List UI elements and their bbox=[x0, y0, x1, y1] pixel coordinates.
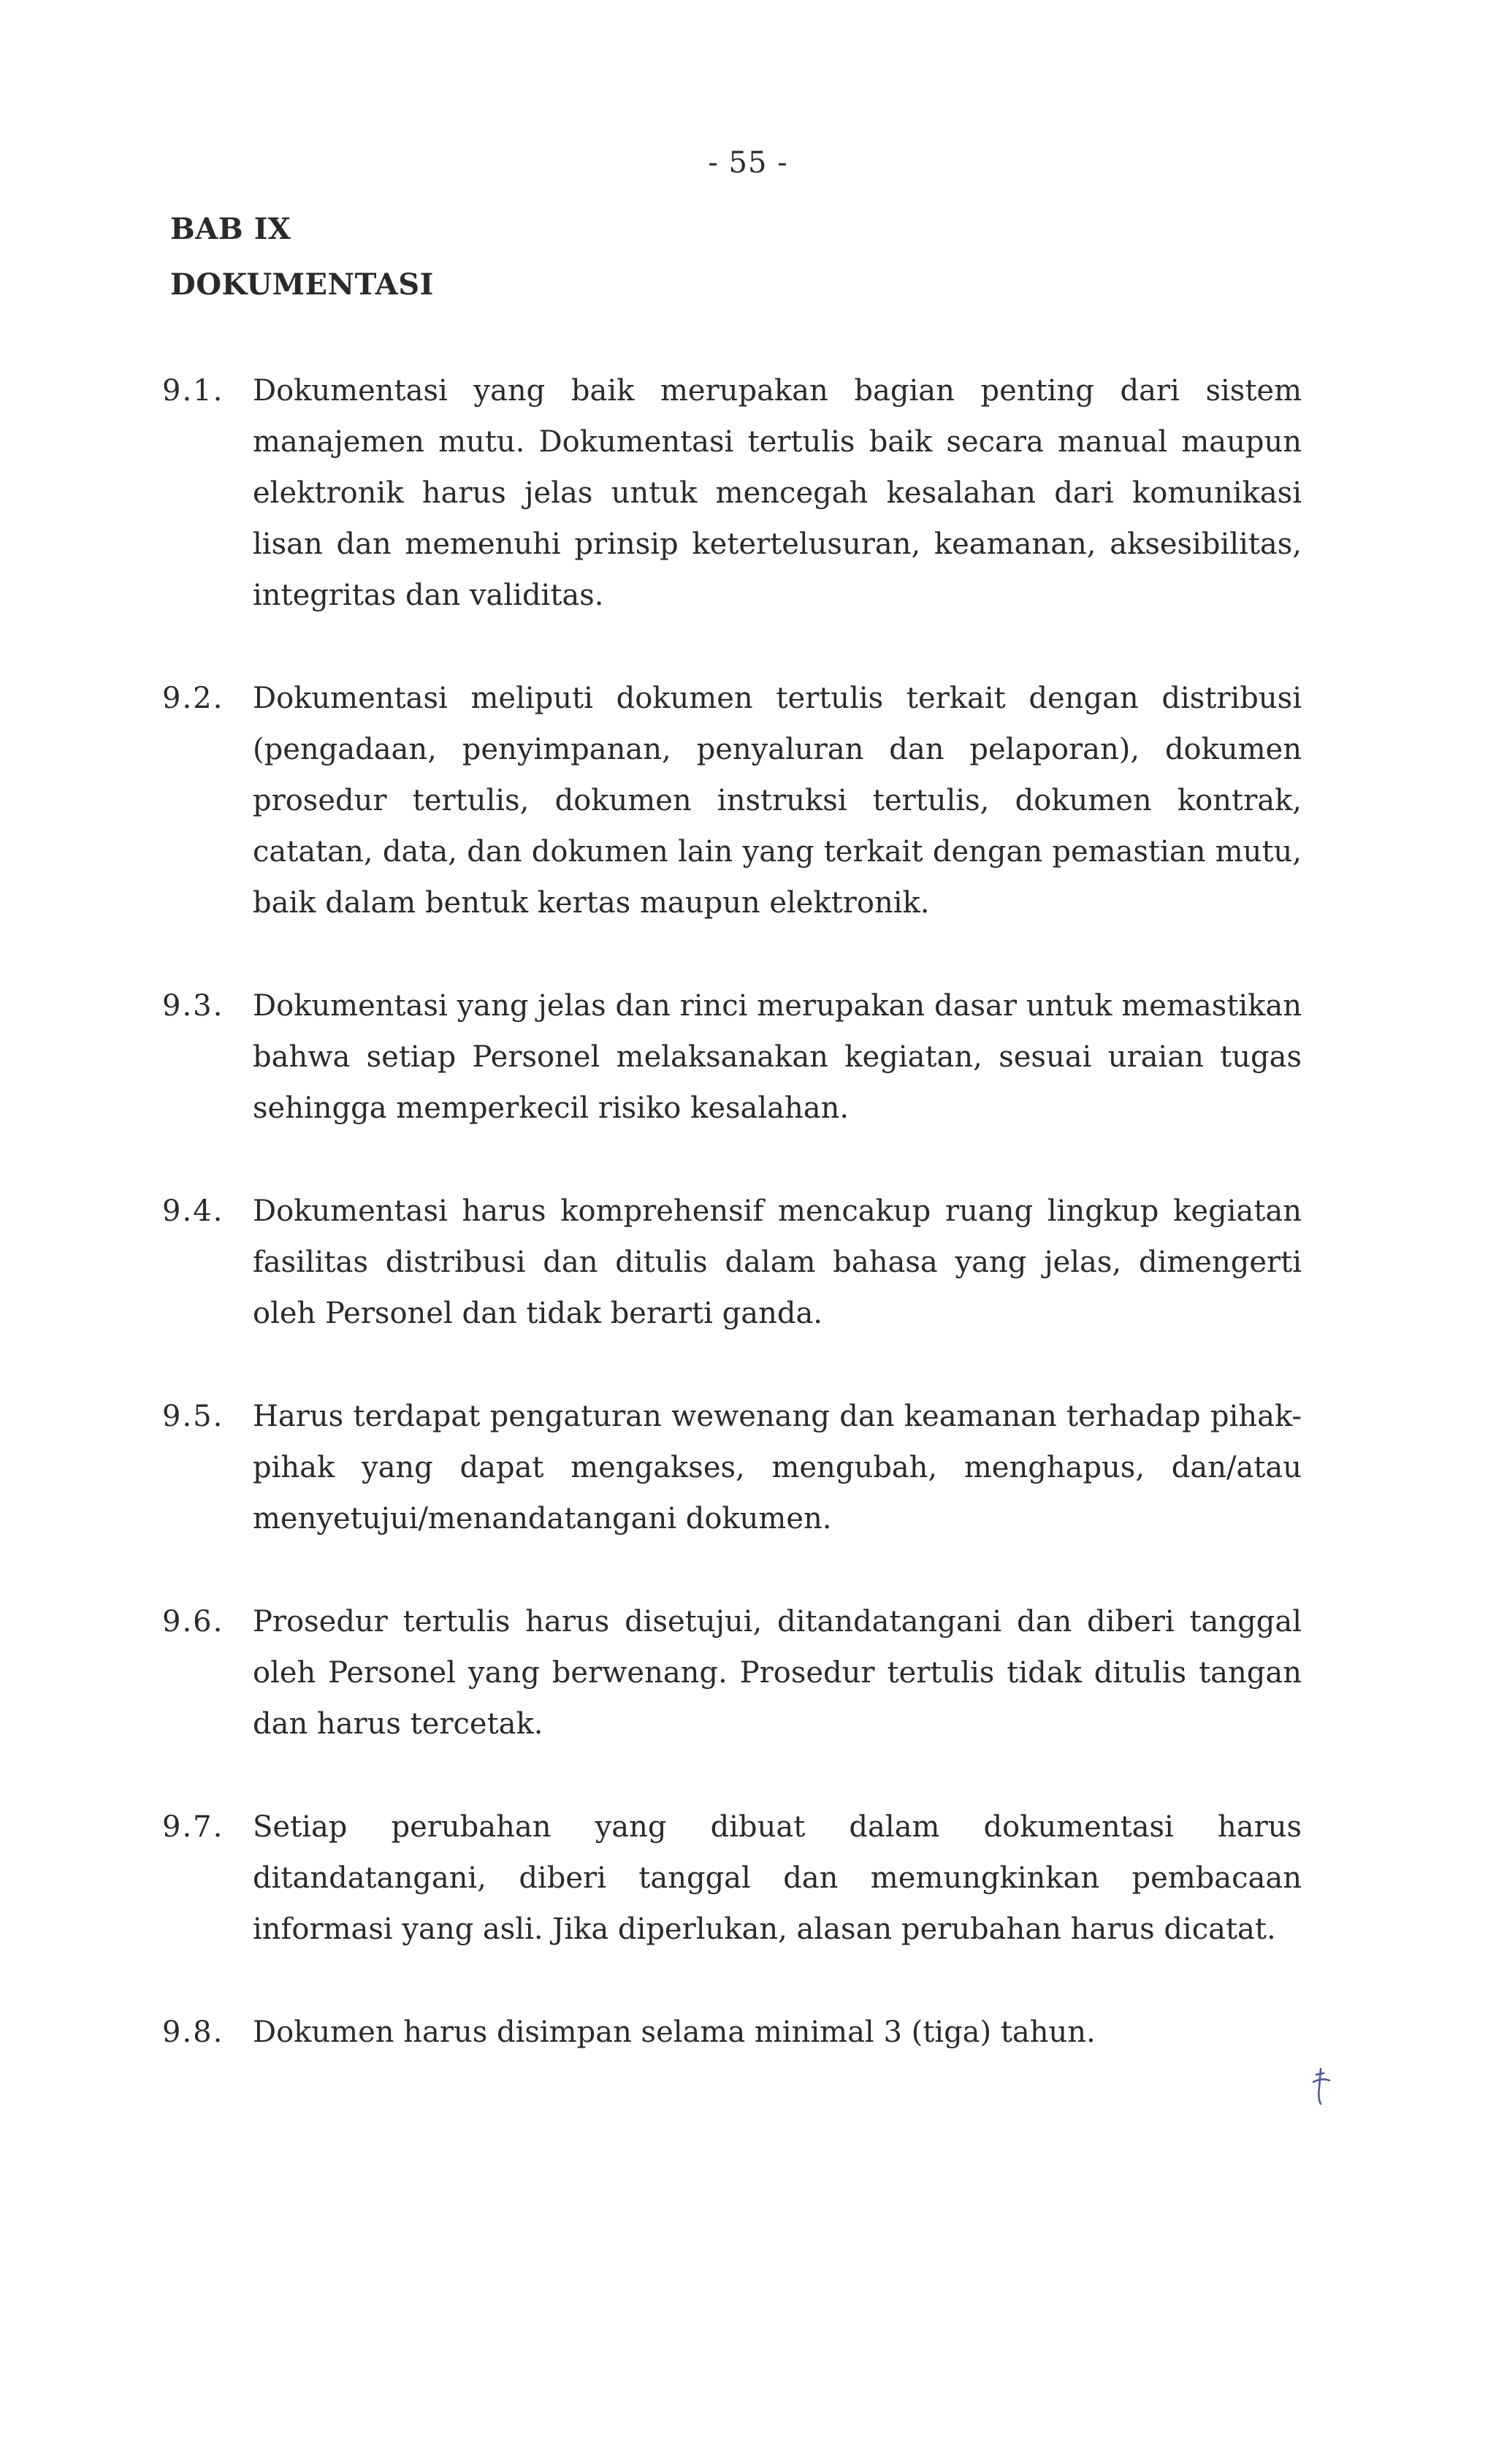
paragraph-text: Harus terdapat pengaturan wewenang dan keamanan terhadap pihak-pihak yang dapat mengakses, mengubah, menghapus, dan/atau menyetujui/menandatangani dokumen. bbox=[253, 1400, 1302, 1536]
paragraph-item bbox=[162, 365, 1302, 621]
paragraph-number: 9.8. bbox=[162, 2015, 224, 2049]
paragraph-item bbox=[162, 980, 1302, 1134]
chapter-number: BAB IX bbox=[170, 212, 291, 246]
paragraph-number: 9.7. bbox=[162, 1810, 224, 1844]
paragraph-item bbox=[162, 673, 1302, 928]
paragraph-item bbox=[162, 1391, 1302, 1544]
paragraph-text: Dokumentasi yang baik merupakan bagian penting dari sistem manajemen mutu. Dokumentasi tertulis baik secara manual maupun elektronik harus jelas untuk mencegah kesalahan dari komunikasi lisan dan memenuhi prinsip ketertelusuran, keamanan, aksesibilitas, integritas dan validitas. bbox=[253, 374, 1302, 612]
initial-mark-icon bbox=[1306, 2066, 1335, 2110]
paragraph-number: 9.2. bbox=[162, 682, 224, 715]
paragraph-item bbox=[162, 2007, 1302, 2058]
paragraph-number: 9.5. bbox=[162, 1400, 224, 1433]
chapter-title: DOKUMENTASI bbox=[170, 267, 434, 302]
paragraph-item bbox=[162, 1596, 1302, 1750]
page-number: - 55 - bbox=[708, 146, 788, 180]
paragraph-text: Dokumentasi harus komprehensif mencakup ruang lingkup kegiatan fasilitas distribusi dan ditulis dalam bahasa yang jelas, dimengerti oleh Personel dan tidak berarti ganda. bbox=[253, 1194, 1302, 1330]
paragraph-number: 9.3. bbox=[162, 989, 224, 1023]
paragraph-number: 9.4. bbox=[162, 1194, 224, 1228]
numbered-paragraph-list bbox=[162, 365, 1302, 2110]
paragraph-text: Dokumentasi yang jelas dan rinci merupakan dasar untuk memastikan bahwa setiap Personel melaksanakan kegiatan, sesuai uraian tugas sehingga memperkecil risiko kesalahan. bbox=[253, 989, 1302, 1125]
paragraph-item bbox=[162, 1186, 1302, 1339]
paragraph-text: Prosedur tertulis harus disetujui, ditandatangani dan diberi tanggal oleh Personel yang berwenang. Prosedur tertulis tidak ditulis tangan dan harus tercetak. bbox=[253, 1605, 1302, 1741]
paragraph-number: 9.6. bbox=[162, 1605, 224, 1639]
paragraph-item bbox=[162, 1801, 1302, 1955]
paragraph-number: 9.1. bbox=[162, 374, 224, 408]
paragraph-text: Dokumentasi meliputi dokumen tertulis terkait dengan distribusi (pengadaan, penyimpanan, penyaluran dan pelaporan), dokumen prosedur tertulis, dokumen instruksi tertulis, dokumen kontrak, catatan, data, dan dokumen lain yang terkait dengan pemastian mutu, baik dalam bentuk kertas maupun elektronik. bbox=[253, 682, 1302, 920]
paragraph-text: Setiap perubahan yang dibuat dalam dokumentasi harus ditandatangani, diberi tanggal dan memungkinkan pembacaan informasi yang asli. Jika diperlukan, alasan perubahan harus dicatat. bbox=[253, 1810, 1302, 1946]
paragraph-text: Dokumen harus disimpan selama minimal 3 (tiga) tahun. bbox=[253, 2015, 1096, 2049]
